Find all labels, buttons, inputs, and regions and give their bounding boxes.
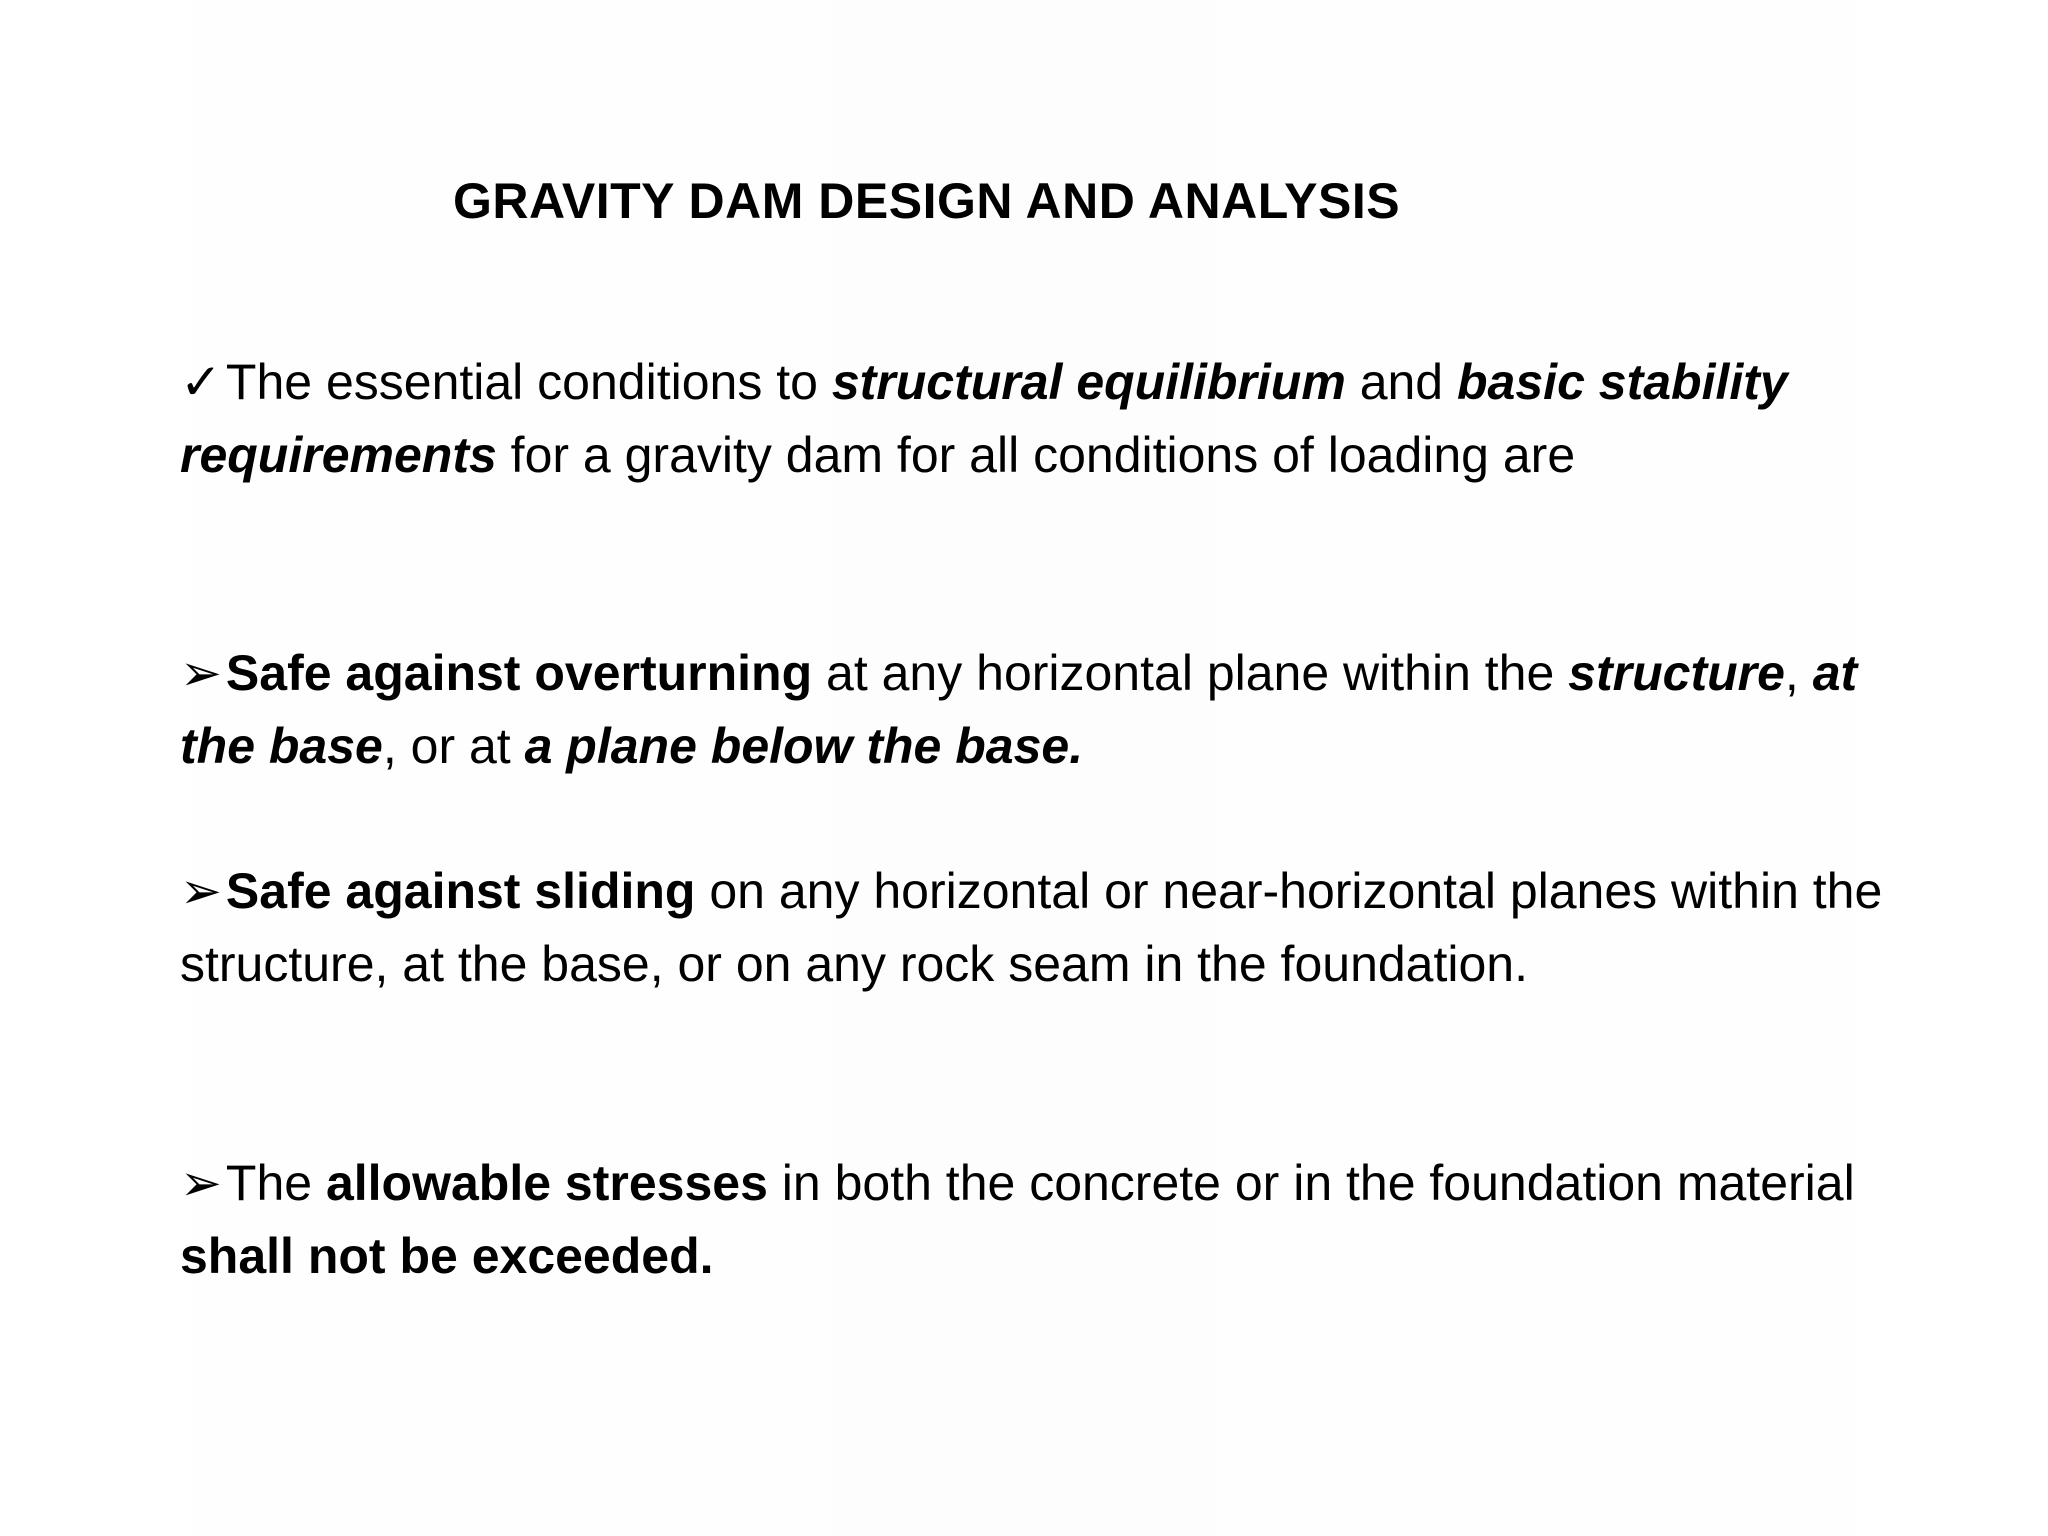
text-run: and: [1345, 354, 1458, 410]
text-run: in both the concrete or in the foundation material: [767, 1155, 1855, 1211]
emphasis-at-base: at the base: [180, 645, 1858, 774]
text-run: The essential conditions to: [225, 354, 832, 410]
emphasis-allowable-stresses: allowable stresses: [325, 1155, 768, 1211]
arrow-bullet-icon: ➢: [180, 863, 222, 919]
paragraph-allowable-stresses: [180, 1147, 1900, 1293]
emphasis-not-exceeded: shall not be exceeded.: [180, 1228, 714, 1284]
text-run: for a gravity dam for all conditions of loading are: [496, 427, 1576, 483]
slide-title: GRAVITY DAM DESIGN AND ANALYSIS: [453, 173, 1401, 229]
emphasis-plane-below-base: a plane below the base.: [524, 718, 1084, 774]
text-run: , or at: [382, 718, 525, 774]
emphasis-basic-stability: basic stability requirements: [180, 354, 1788, 483]
emphasis-structural-equilibrium: structural equilibrium: [831, 354, 1346, 410]
arrow-bullet-icon: ➢: [180, 645, 222, 701]
emphasis-overturning: Safe against overturning: [225, 645, 813, 701]
emphasis-structure: structure: [1568, 645, 1785, 701]
text-run: on any horizontal or near-horizontal planes within the structure, at the base, or on any rock seam in the foundation.: [180, 863, 1883, 992]
text-run: ,: [1784, 645, 1813, 701]
text-run: The: [225, 1155, 326, 1211]
text-run: at any horizontal plane within the: [812, 645, 1569, 701]
paragraph-sliding: [180, 855, 1900, 1001]
paragraph-overturning: [180, 637, 1900, 783]
paragraph-essential-conditions: [180, 346, 1900, 492]
check-icon: ✓: [180, 354, 222, 410]
emphasis-sliding: Safe against sliding: [225, 863, 696, 919]
arrow-bullet-icon: ➢: [180, 1155, 222, 1211]
